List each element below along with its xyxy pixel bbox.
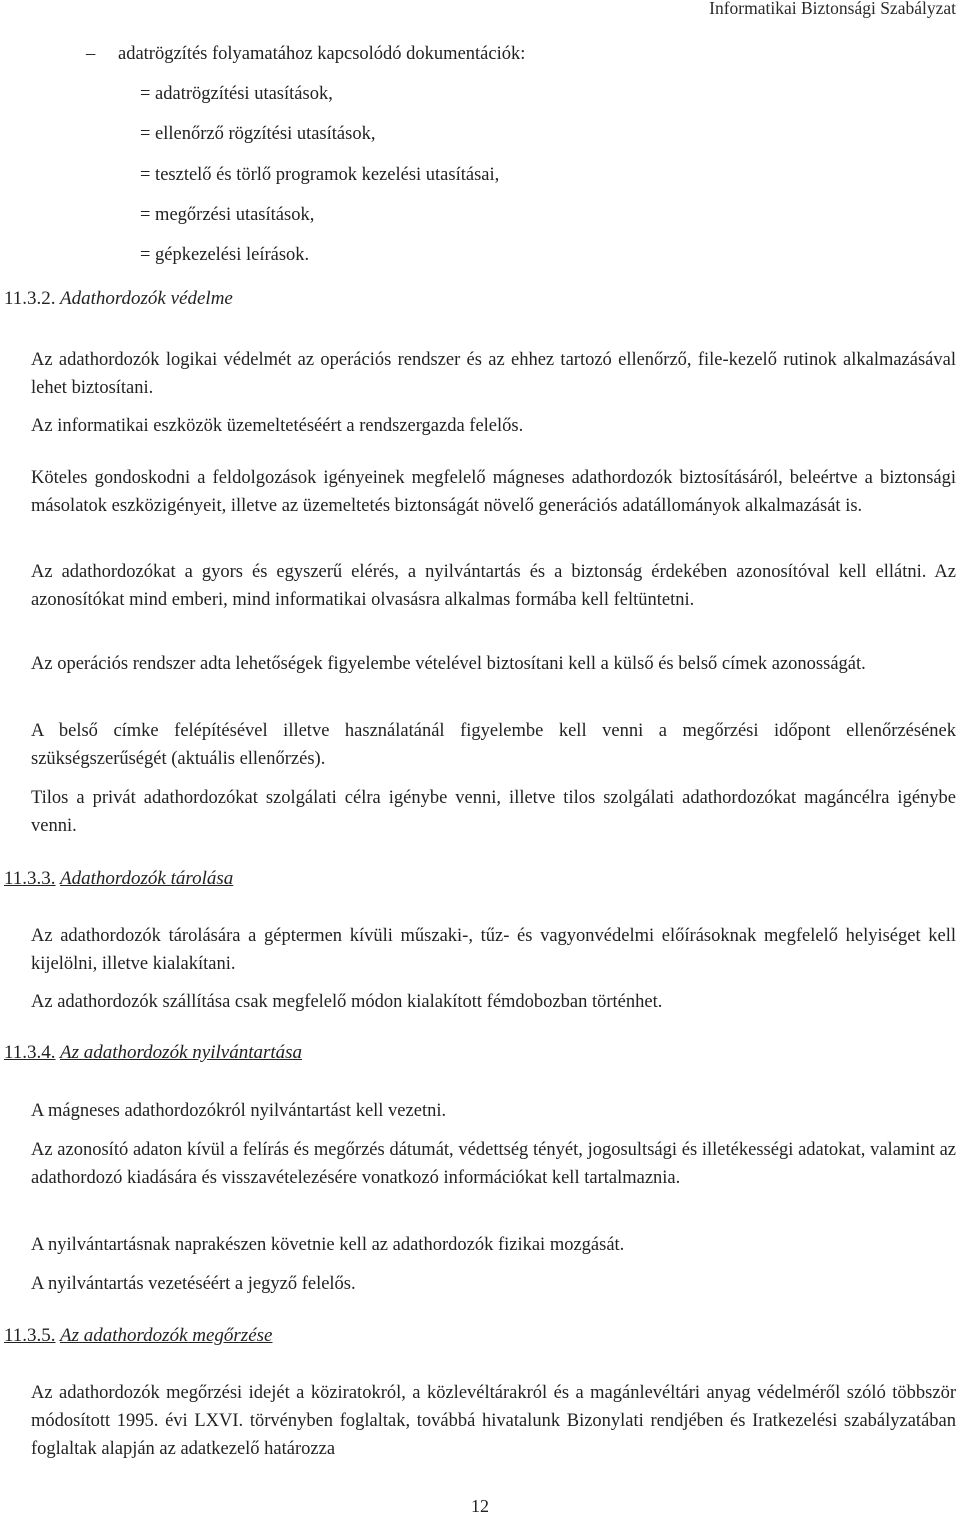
section-title: Az adathordozók nyilvántartása	[59, 1042, 303, 1063]
section-title: Az adathordozók megőrzése	[59, 1325, 273, 1346]
section-number: 11.3.3.	[4, 868, 56, 889]
paragraph: Az operációs rendszer adta lehetőségek figyelembe vételével biztosítani kell a külső és belső címek azonosságát.	[31, 654, 866, 674]
paragraph: Az adathordozók megőrzési idejét a köziratokról, a közlevéltárakról és a magánlevéltári anyag védelméről szóló többször módosított 1995. évi LXVI. törvényben foglaltak, továbbá hivatalunk Bizonylati rendjében és Iratkezelési szabályzatában foglaltak alapján az adatkezelő határozza	[31, 1383, 956, 1459]
paragraph: Az adathordozók logikai védelmét az operációs rendszer és az ehhez tartozó ellenőrző, file-kezelő rutinok alkalmazásával lehet biztosítani.	[31, 350, 956, 398]
paragraph: Tilos a privát adathordozókat szolgálati célra igénybe venni, illetve tilos szolgálati adathordozókat magáncélra igénybe venni.	[31, 788, 956, 836]
list-heading	[86, 40, 946, 80]
paragraph: Az adathordozókat a gyors és egyszerű elérés, a nyilvántartás és a biztonság érdekében azonosítóval kell ellátni. Az azonosítókat mind emberi, mind informatikai olvasásra alkalmas formába kell feltüntetni.	[31, 562, 956, 610]
section-heading	[4, 288, 233, 310]
paragraph: Az adathordozók tárolására a géptermen kívüli műszaki-, tűz- és vagyonvédelmi előírásoknak megfelelő helyiséget kell kijelölni, illetve kialakítani.	[31, 926, 956, 974]
section-number: 11.3.5.	[4, 1325, 56, 1346]
list-item: = ellenőrző rögzítési utasítások,	[140, 124, 376, 145]
documentation-list	[86, 40, 946, 281]
document-header: Informatikai Biztonsági Szabályzat	[709, 0, 956, 18]
paragraph: A nyilvántartásnak naprakészen követnie kell az adathordozók fizikai mozgását.	[31, 1235, 625, 1255]
section-heading	[4, 1042, 302, 1064]
section-number: 11.3.2.	[4, 288, 56, 309]
list-heading-text: adatrögzítés folyamatához kapcsolódó dokumentációk:	[118, 44, 526, 64]
page-number: 12	[471, 1496, 489, 1516]
section-title: Adathordozók védelme	[59, 288, 233, 309]
paragraph: A nyilvántartás vezetéséért a jegyző felelős.	[31, 1274, 356, 1294]
paragraph: Az azonosító adaton kívül a felírás és megőrzés dátumát, védettség tényét, jogosultsági és illetékességi adatokat, valamint az adathordozó kiadására és visszavételezésére vonatkozó információkat kell tartalmaznia.	[31, 1140, 956, 1188]
section-heading	[4, 1325, 272, 1347]
paragraph: A mágneses adathordozókról nyilvántartást kell vezetni.	[31, 1101, 447, 1121]
section-heading	[4, 868, 233, 890]
section-number: 11.3.4.	[4, 1042, 56, 1063]
paragraph: A belső címke felépítésével illetve használatánál figyelembe kell venni a megőrzési időpont ellenőrzésének szükségszerűségét (aktuális ellenőrzés).	[31, 721, 956, 769]
paragraph: Köteles gondoskodni a feldolgozások igényeinek megfelelő mágneses adathordozók biztosításáról, beleértve a biztonsági másolatok eszközigényeit, illetve az üzemeltetés biztonságát növelő generációs adatállományok alkalmazását is.	[31, 468, 956, 516]
dash-bullet: –	[86, 44, 96, 64]
list-item: = adatrögzítési utasítások,	[140, 84, 333, 104]
list-item: = tesztelő és törlő programok kezelési utasításai,	[140, 164, 500, 185]
list-item: = megőrzési utasítások,	[140, 204, 315, 225]
paragraph: Az adathordozók szállítása csak megfelelő módon kialakított fémdobozban történhet.	[31, 992, 663, 1012]
paragraph: Az informatikai eszközök üzemeltetéséért a rendszergazda felelős.	[31, 416, 524, 436]
section-title: Adathordozók tárolása	[59, 868, 234, 889]
list-item: = gépkezelési leírások.	[140, 245, 310, 266]
